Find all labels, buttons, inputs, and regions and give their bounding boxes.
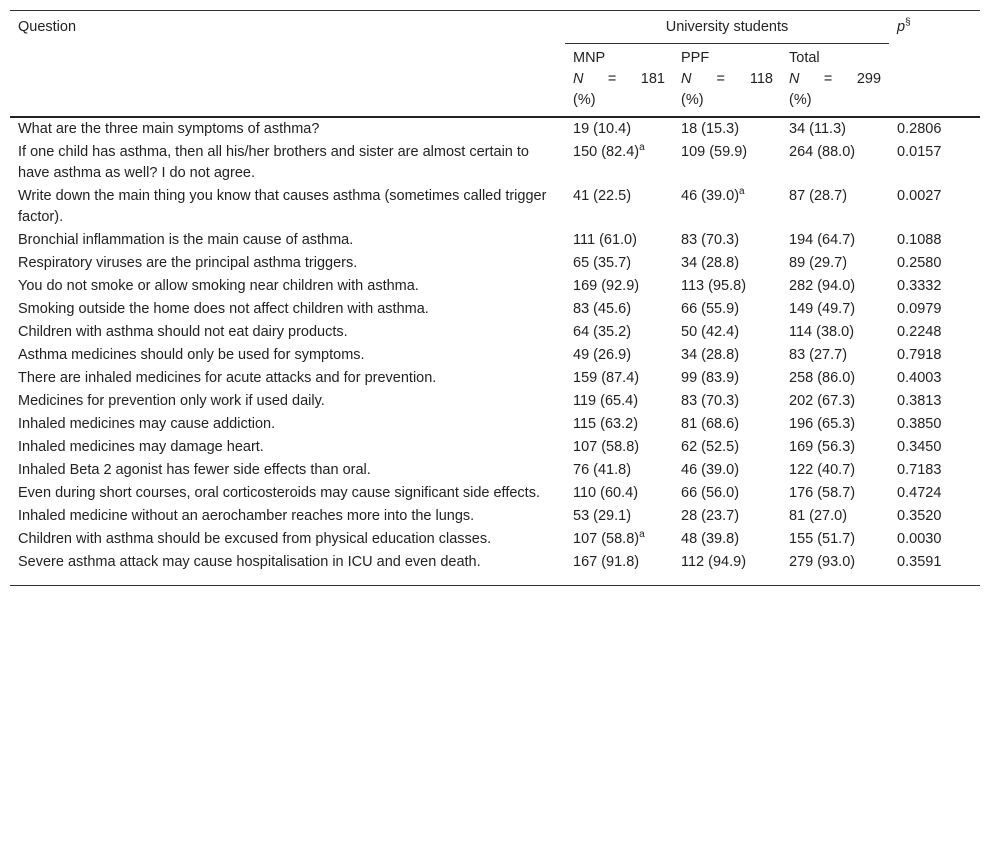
- table-row: [10, 413, 980, 436]
- table-row: [10, 275, 980, 298]
- table-row: [10, 344, 980, 367]
- mnp-cell: 49 (26.9): [573, 347, 632, 363]
- ppf-cell: 66 (55.9): [681, 301, 740, 317]
- results-table-container: [10, 10, 980, 586]
- p-value-cell: 0.3813: [897, 393, 942, 409]
- table-row: [10, 459, 980, 482]
- table-row: [10, 252, 980, 275]
- asthma-knowledge-table: [10, 10, 980, 586]
- total-cell: 81 (27.0): [789, 508, 848, 524]
- total-cell: 176 (58.7): [789, 485, 856, 501]
- mnp-cell: 53 (29.1): [573, 508, 632, 524]
- p-value-cell: 0.3591: [889, 551, 980, 586]
- ppf-cell: 66 (56.0): [681, 485, 740, 501]
- mnp-cell: 167 (91.8): [565, 551, 673, 586]
- question-cell: You do not smoke or allow smoking near children with asthma.: [18, 278, 419, 294]
- p-value-cell: 0.1088: [897, 232, 942, 248]
- ppf-cell: 34 (28.8): [681, 347, 740, 363]
- total-cell: 194 (64.7): [789, 232, 856, 248]
- ppf-cell: 113 (95.8): [681, 278, 747, 294]
- question-cell: Respiratory viruses are the principal asthma triggers.: [18, 255, 358, 271]
- total-cell: 202 (67.3): [789, 393, 856, 409]
- table-row: [10, 229, 980, 252]
- p-value-cell: 0.2580: [897, 255, 942, 271]
- total-cell: 149 (49.7): [789, 301, 856, 317]
- table-row: [10, 321, 980, 344]
- question-cell: Asthma medicines should only be used for symptoms.: [18, 347, 365, 363]
- ppf-cell: 112 (94.9): [673, 551, 781, 586]
- ppf-cell: 46 (39.0): [681, 462, 740, 478]
- question-cell: Inhaled medicines may cause addiction.: [18, 416, 276, 432]
- total-cell: 279 (93.0): [781, 551, 889, 586]
- question-cell: Children with asthma should be excused from physical education classes.: [18, 531, 492, 547]
- table-row: [10, 367, 980, 390]
- total-cell: 258 (86.0): [789, 370, 856, 386]
- mnp-cell: 119 (65.4): [573, 393, 639, 409]
- p-value-cell: 0.0979: [897, 301, 942, 317]
- total-cell: 155 (51.7): [789, 531, 856, 547]
- mnp-cell: 76 (41.8): [573, 462, 632, 478]
- total-cell: 114 (38.0): [789, 324, 855, 340]
- p-value-header: p§: [889, 11, 980, 118]
- footnote-marker: a: [739, 186, 745, 198]
- p-value-cell: 0.0027: [897, 188, 942, 204]
- question-cell: Write down the main thing you know that causes asthma (sometimes called trigger factor).: [18, 188, 547, 225]
- p-value-cell: 0.4003: [897, 370, 942, 386]
- p-value-cell: 0.4724: [897, 485, 942, 501]
- total-cell: 282 (94.0): [789, 278, 856, 294]
- p-value-cell: 0.0030: [897, 531, 942, 547]
- total-cell: 87 (28.7): [789, 188, 848, 204]
- total-cell: 196 (65.3): [789, 416, 856, 432]
- p-value-cell: 0.0157: [897, 144, 942, 160]
- mnp-cell: 150 $(82.4)^a$: [573, 142, 645, 160]
- ppf-cell: 28 (23.7): [681, 508, 740, 524]
- mnp-cell: 169 (92.9): [573, 278, 640, 294]
- total-cell: 264 (88.0): [789, 144, 856, 160]
- mnp-header: MNP N = 181 (%): [565, 44, 673, 118]
- total-cell: 169 (56.3): [789, 439, 856, 455]
- table-row: [10, 482, 980, 505]
- question-cell: Even during short courses, oral corticosteroids may cause significant side effects.: [18, 485, 540, 501]
- total-cell: 122 (40.7): [789, 462, 856, 478]
- question-cell: Medicines for prevention only work if used daily.: [18, 393, 325, 409]
- mnp-cell: 83 (45.6): [573, 301, 632, 317]
- question-cell: Inhaled medicine without an aerochamber reaches more into the lungs.: [18, 508, 475, 524]
- mnp-cell: 107 $(58.8)^a$: [573, 529, 645, 547]
- p-value-cell: 0.3332: [897, 278, 942, 294]
- table-row: [10, 117, 980, 141]
- table-row: [10, 528, 980, 551]
- question-cell: What are the three main symptoms of asthma?: [18, 121, 320, 137]
- p-value-cell: 0.7183: [897, 462, 942, 478]
- footnote-marker: a: [639, 142, 645, 154]
- ppf-cell: 109 (59.9): [681, 144, 748, 160]
- question-cell: Smoking outside the home does not affect children with asthma.: [18, 301, 429, 317]
- ppf-cell: 34 (28.8): [681, 255, 740, 271]
- total-cell: 89 (29.7): [789, 255, 848, 271]
- table-row: [10, 390, 980, 413]
- total-cell: 83 (27.7): [789, 347, 848, 363]
- p-value-cell: 0.3450: [897, 439, 942, 455]
- ppf-cell: 81 (68.6): [681, 416, 740, 432]
- question-cell: Severe asthma attack may cause hospitalisation in ICU and even death.: [10, 551, 565, 586]
- mnp-cell: 19 (10.4): [573, 121, 632, 137]
- p-value-cell: 0.2806: [897, 121, 942, 137]
- total-cell: 34 (11.3): [789, 121, 846, 137]
- ppf-cell: 99 (83.9): [681, 370, 740, 386]
- ppf-cell: 46 $(39.0)^a$: [681, 186, 745, 204]
- mnp-cell: 110 (60.4): [573, 485, 639, 501]
- mnp-cell: 111 (61.0): [573, 232, 637, 248]
- ppf-cell: 83 (70.3): [681, 232, 740, 248]
- ppf-cell: 48 (39.8): [681, 531, 740, 547]
- ppf-cell: 83 (70.3): [681, 393, 740, 409]
- ppf-header: PPF N = 118 (%): [673, 44, 781, 118]
- footnote-marker: a: [639, 529, 645, 541]
- table-row: [10, 298, 980, 321]
- table-body: [10, 117, 980, 586]
- p-value-cell: 0.7918: [897, 347, 942, 363]
- mnp-cell: 107 (58.8): [573, 439, 640, 455]
- mnp-cell: 115 (63.2): [573, 416, 639, 432]
- table-row: [10, 141, 980, 185]
- table-row: [10, 505, 980, 528]
- table-row: [10, 185, 980, 229]
- ppf-cell: 18 (15.3): [681, 121, 740, 137]
- mnp-cell: 65 (35.7): [573, 255, 632, 271]
- question-cell: Children with asthma should not eat dairy products.: [18, 324, 348, 340]
- question-cell: If one child has asthma, then all his/her brothers and sister are almost certain to have asthma as well? I do not agree.: [18, 144, 529, 181]
- university-students-header: University students: [565, 11, 889, 44]
- p-value-cell: 0.2248: [897, 324, 942, 340]
- question-cell: Inhaled medicines may damage heart.: [18, 439, 264, 455]
- mnp-cell: 41 (22.5): [573, 188, 632, 204]
- table-row: [10, 436, 980, 459]
- question-cell: There are inhaled medicines for acute attacks and for prevention.: [18, 370, 437, 386]
- question-cell: Inhaled Beta 2 agonist has fewer side effects than oral.: [18, 462, 371, 478]
- p-value-cell: 0.3850: [897, 416, 942, 432]
- table-row: [10, 551, 980, 586]
- question-header: Question: [10, 11, 565, 118]
- p-value-cell: 0.3520: [897, 508, 942, 524]
- ppf-cell: 50 (42.4): [681, 324, 740, 340]
- question-cell: Bronchial inflammation is the main cause of asthma.: [18, 232, 354, 248]
- ppf-cell: 62 (52.5): [681, 439, 740, 455]
- mnp-cell: 159 (87.4): [573, 370, 640, 386]
- mnp-cell: 64 (35.2): [573, 324, 632, 340]
- total-header: Total N = 299 (%): [781, 44, 889, 118]
